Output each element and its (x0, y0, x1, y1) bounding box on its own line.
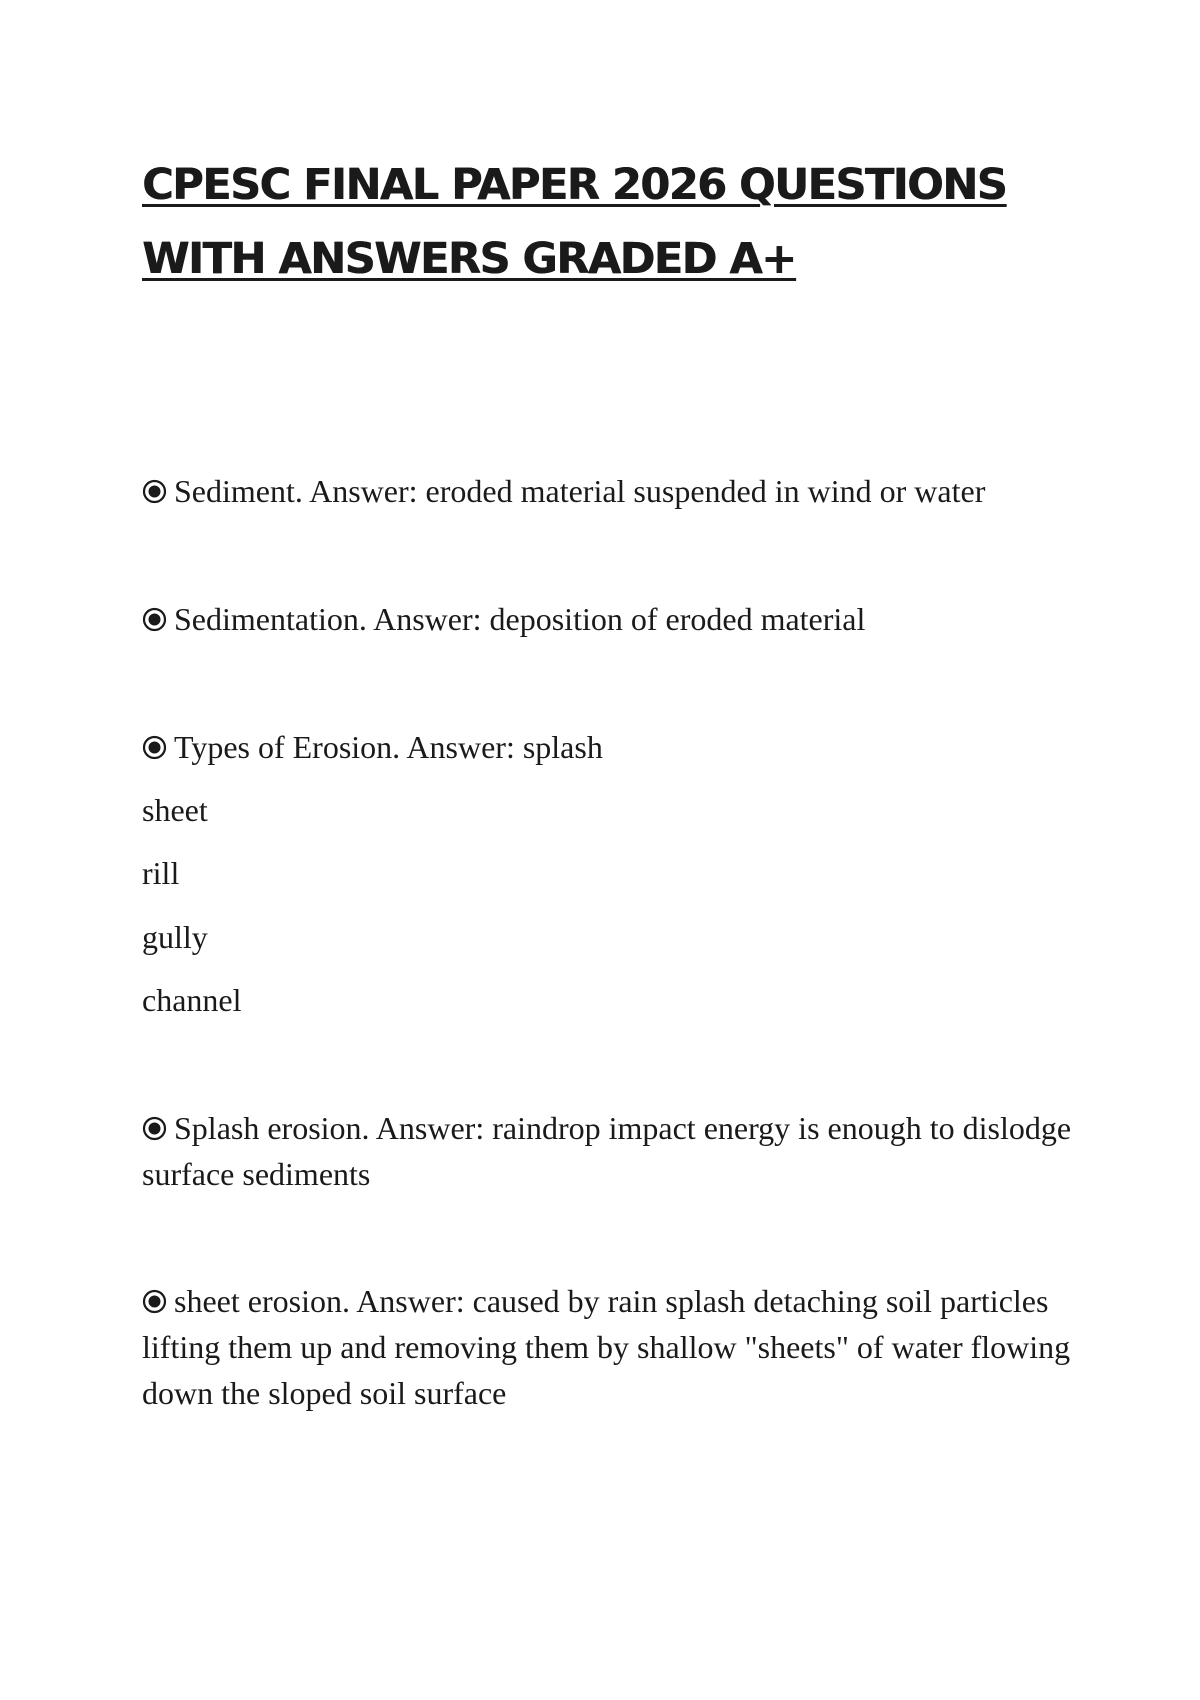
question-text: Splash erosion. Answer: raindrop impact energy is enough to dislodge surface sediments (142, 1110, 1072, 1192)
question-text: Sediment. Answer: eroded material suspended in wind or water (174, 473, 986, 509)
answer-continuation-line: sheet (142, 792, 208, 828)
document-title: CPESC FINAL PAPER 2026 QUESTIONS WITH ANSWERS GRADED A+ (142, 160, 1007, 284)
radio-bullet-icon (142, 479, 167, 504)
radio-bullet-icon (142, 1289, 167, 1314)
answer-continuation-line: rill (142, 855, 180, 891)
question-text: Types of Erosion. Answer: splash (174, 729, 603, 765)
question-item (142, 1278, 1072, 1416)
question-item (142, 724, 1072, 770)
radio-bullet-icon (142, 607, 167, 632)
radio-bullet-icon (142, 735, 167, 760)
answer-continuation-line: gully (142, 919, 208, 955)
radio-bullet-icon (142, 1116, 167, 1141)
question-item (142, 1105, 1072, 1197)
question-text: Sedimentation. Answer: deposition of eroded material (174, 601, 866, 637)
question-item (142, 468, 1072, 514)
question-item (142, 596, 1072, 642)
answer-continuation-line: channel (142, 982, 242, 1018)
question-text: sheet erosion. Answer: caused by rain splash detaching soil particles lifting them up and removing them by shallow "sheets" of water flowing down the sloped soil surface (142, 1283, 1071, 1411)
